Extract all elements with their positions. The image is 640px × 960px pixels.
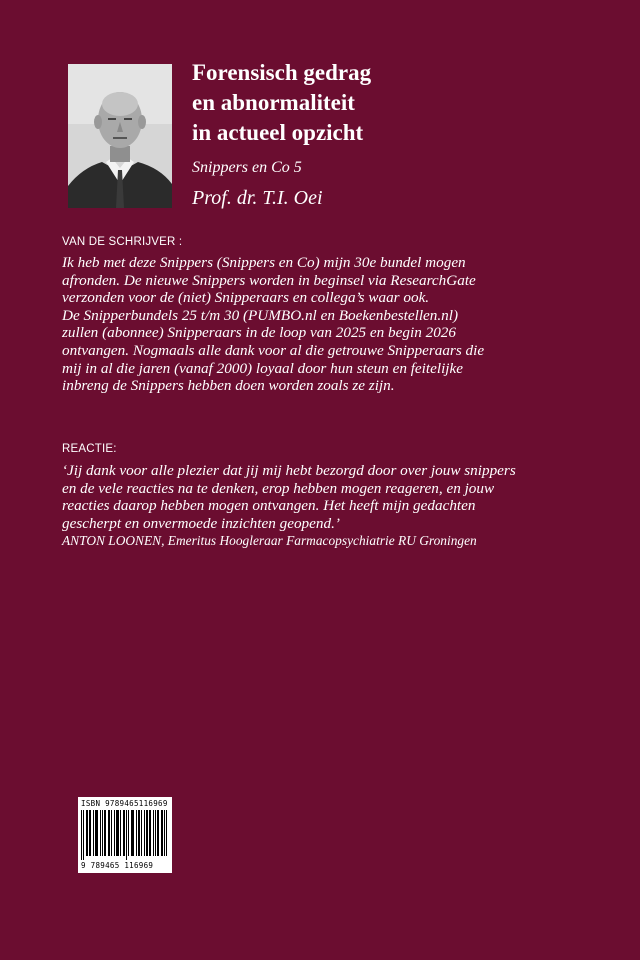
barcode-bar — [124, 810, 125, 856]
barcode-bar — [131, 810, 132, 856]
barcode-bar — [83, 810, 84, 860]
barcode-bar — [141, 810, 142, 856]
barcode-bar — [146, 810, 147, 856]
author-statement — [62, 254, 582, 395]
barcode-bars — [81, 810, 169, 860]
barcode-bar — [123, 810, 124, 856]
barcode-bar — [147, 810, 148, 856]
text-line: Ik heb met deze Snippers (Snippers en Co) mijn 30e bundel mogen — [62, 254, 466, 271]
barcode-bar — [162, 810, 163, 856]
barcode-bar — [132, 810, 133, 856]
series-name: Snippers en Co 5 — [192, 159, 302, 176]
barcode-bar — [138, 810, 139, 856]
barcode-bar — [87, 810, 88, 856]
barcode-bar — [133, 810, 134, 856]
text-line: ontvangen. Nogmaals alle dank voor al die getrouwe Snipperaars die — [62, 341, 485, 359]
title-line: in actueel opzicht — [192, 120, 364, 145]
isbn-barcode — [78, 797, 172, 873]
text-line: reacties daarop hebben mogen ontvangen. Het heeft mijn gedachten — [62, 497, 476, 515]
text-line: mij in al die jaren (vanaf 2000) loyaal door hun steun en feitelijke — [62, 359, 463, 377]
barcode-bar — [111, 810, 112, 856]
barcode-bar — [96, 810, 97, 856]
isbn-label: ISBN 9789465116969 — [81, 799, 168, 808]
barcode-bar — [89, 810, 90, 856]
barcode-bar — [166, 810, 167, 856]
text-line: verzonden voor de (niet) Snipperaars en collega’s waar ook. — [62, 289, 430, 307]
barcode-bar — [117, 810, 118, 856]
text-line: ‘Jij dank voor alle plezier dat jij mij hebt bezorgd door over jouw snippers — [62, 462, 516, 479]
barcode-bar — [104, 810, 105, 856]
barcode-bar — [139, 810, 140, 856]
quote-attribution: ANTON LOONEN, Emeritus Hoogleraar Farmacopsychiatrie RU Groningen — [62, 533, 477, 549]
barcode-bar — [120, 810, 121, 856]
text-line: zullen (abonnee) Snipperaars in de loop van 2025 en begin 2026 — [62, 324, 456, 342]
barcode-bar — [153, 810, 154, 856]
barcode-bar — [150, 810, 151, 856]
barcode-bar — [136, 810, 137, 856]
author-name: Prof. dr. T.I. Oei — [192, 187, 323, 209]
barcode-bar — [95, 810, 96, 856]
barcode-bar — [116, 810, 117, 856]
isbn-digits: 9 789465 116969 — [81, 861, 154, 870]
barcode-bar — [108, 810, 109, 856]
reaction-quote — [62, 462, 582, 550]
barcode-bar — [114, 810, 115, 856]
barcode-bar — [144, 810, 145, 856]
barcode-bar — [81, 810, 82, 860]
barcode-bar — [126, 810, 127, 860]
author-photo — [68, 64, 172, 208]
title-block — [192, 58, 612, 210]
text-line: gescherpt en onvermoede inzichten geopend.’ — [62, 514, 340, 532]
barcode-bar — [86, 810, 87, 856]
barcode-bar — [97, 810, 98, 856]
text-line: inbreng de Snippers hebben doen worden zoals ze zijn. — [62, 377, 395, 395]
barcode-bar — [93, 810, 94, 856]
barcode-bar — [105, 810, 106, 856]
author-section-label: VAN DE SCHRIJVER : — [62, 236, 183, 248]
text-line: afronden. De nieuwe Snippers worden in beginsel via ResearchGate — [62, 271, 476, 289]
barcode-bar — [158, 810, 159, 856]
barcode-bar — [90, 810, 91, 856]
barcode-bar — [149, 810, 150, 856]
barcode-bar — [164, 810, 165, 856]
barcode-bar — [155, 810, 156, 856]
barcode-bar — [128, 810, 129, 856]
barcode-bar — [157, 810, 158, 856]
book-title — [192, 58, 612, 148]
title-line: Forensisch gedrag — [192, 60, 372, 85]
barcode-bar — [102, 810, 103, 856]
barcode-bar — [161, 810, 162, 856]
title-line: en abnormaliteit — [192, 90, 355, 115]
barcode-bar — [100, 810, 101, 856]
barcode-bar — [109, 810, 110, 856]
text-line: en de vele reacties na te denken, erop hebben mogen reageren, en jouw — [62, 479, 495, 497]
reaction-section-label: REACTIE: — [62, 443, 117, 455]
barcode-bar — [118, 810, 119, 856]
text-line: De Snipperbundels 25 t/m 30 (PUMBO.nl en Boekenbestellen.nl) — [62, 306, 459, 324]
